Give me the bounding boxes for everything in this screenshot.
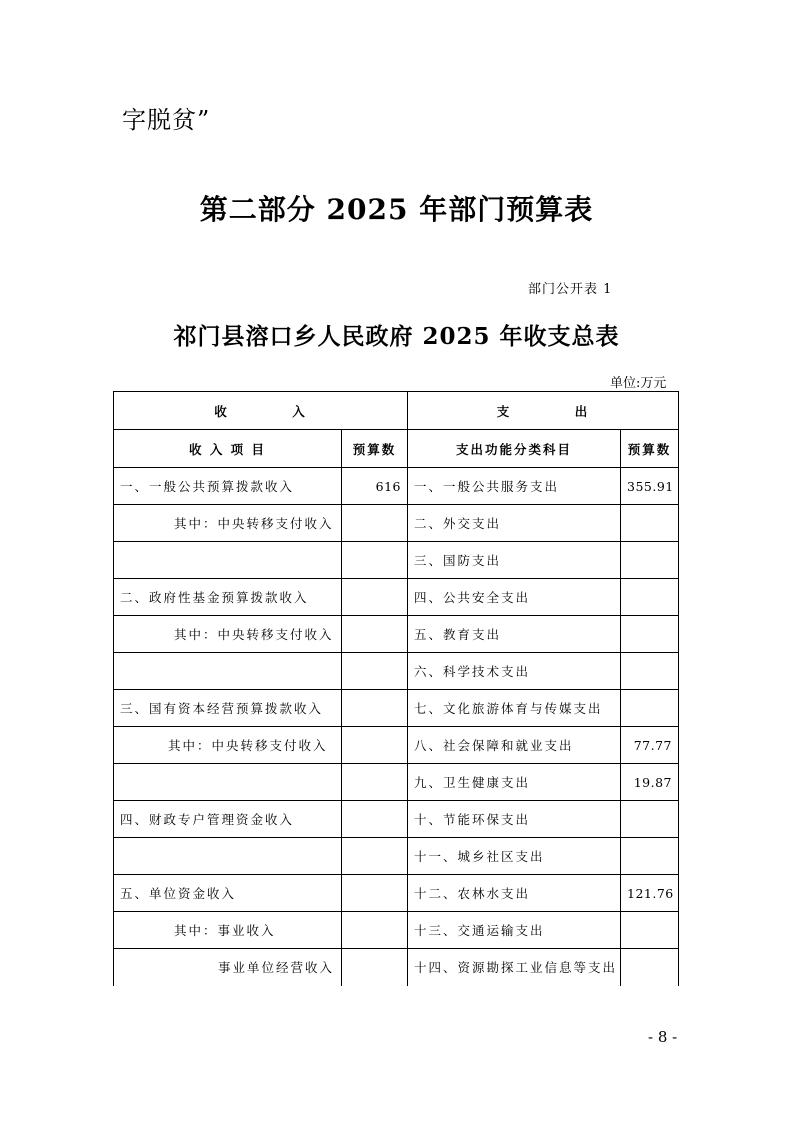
income-item: 四、财政专户管理资金收入: [114, 801, 342, 838]
table-title: 祁门县溶口乡人民政府 2025 年收支总表: [173, 323, 620, 350]
expense-item: 十一、城乡社区支出: [408, 838, 621, 875]
income-item: 其中：中央转移支付收入: [114, 505, 342, 542]
expense-group-header: 支 出: [408, 392, 679, 430]
table-header-group-row: [114, 392, 679, 430]
table-row: [114, 912, 679, 949]
expense-amount: [621, 838, 679, 875]
income-amount: [342, 764, 408, 801]
income-amount: [342, 875, 408, 912]
expense-item: 九、卫生健康支出: [408, 764, 621, 801]
expense-item: 五、教育支出: [408, 616, 621, 653]
expense-item: 八、社会保障和就业支出: [408, 727, 621, 764]
income-amount: [342, 727, 408, 764]
table-row: [114, 468, 679, 505]
income-amount: [342, 838, 408, 875]
income-amount: [342, 579, 408, 616]
table-row: [114, 727, 679, 764]
expense-item: 四、公共安全支出: [408, 579, 621, 616]
income-item: [114, 764, 342, 801]
page-number: - 8 -: [648, 1028, 678, 1046]
table-row: [114, 764, 679, 801]
expense-item: 三、国防支出: [408, 542, 621, 579]
expense-amount: [621, 690, 679, 727]
expense-amount: 19.87: [621, 764, 679, 801]
income-item: [114, 653, 342, 690]
expense-item: 七、文化旅游体育与传媒支出: [408, 690, 621, 727]
income-item: 二、政府性基金预算拨款收入: [114, 579, 342, 616]
income-amount: [342, 690, 408, 727]
budget-table: [113, 391, 679, 986]
income-item: 其中：中央转移支付收入: [114, 616, 342, 653]
expense-amount: [621, 542, 679, 579]
expense-item: 十三、交通运输支出: [408, 912, 621, 949]
expense-amount: [621, 949, 679, 986]
carry-over-text: 字脱贫”: [122, 106, 211, 134]
expense-amount: [621, 579, 679, 616]
expense-amount: 355.91: [621, 468, 679, 505]
income-amount: [342, 653, 408, 690]
table-row: [114, 949, 679, 986]
income-item: 五、单位资金收入: [114, 875, 342, 912]
income-item: [114, 838, 342, 875]
income-amount: [342, 542, 408, 579]
income-amount: [342, 949, 408, 986]
table-row: [114, 875, 679, 912]
expense-amount: [621, 505, 679, 542]
income-amount: 616: [342, 468, 408, 505]
income-item: 一、一般公共预算拨款收入: [114, 468, 342, 505]
table-row: [114, 505, 679, 542]
expense-amount: 121.76: [621, 875, 679, 912]
income-item: [114, 542, 342, 579]
income-amount-header: 预算数: [342, 430, 408, 468]
expense-amount-header: 预算数: [621, 430, 679, 468]
expense-item: 十四、资源勘探工业信息等支出: [408, 949, 621, 986]
expense-item: 十二、农林水支出: [408, 875, 621, 912]
income-item: 三、国有资本经营预算拨款收入: [114, 690, 342, 727]
part-title: 第二部分 2025 年部门预算表: [199, 193, 594, 226]
table-row: [114, 579, 679, 616]
expense-item: 一、一般公共服务支出: [408, 468, 621, 505]
table-header-row: [114, 430, 679, 468]
expense-item: 十、节能环保支出: [408, 801, 621, 838]
table-row: [114, 542, 679, 579]
income-item: 其中：事业收入: [114, 912, 342, 949]
table-number: 部门公开表 1: [528, 282, 613, 297]
table-row: [114, 838, 679, 875]
expense-amount: 77.77: [621, 727, 679, 764]
income-group-header: 收 入: [114, 392, 408, 430]
table-row: [114, 801, 679, 838]
unit-note: 单位:万元: [610, 376, 667, 391]
expense-amount: [621, 616, 679, 653]
income-amount: [342, 505, 408, 542]
table-row: [114, 616, 679, 653]
income-amount: [342, 616, 408, 653]
table-row: [114, 690, 679, 727]
income-item-header: 收 入 项 目: [114, 430, 342, 468]
income-amount: [342, 912, 408, 949]
expense-item: 二、外交支出: [408, 505, 621, 542]
expense-amount: [621, 912, 679, 949]
income-item: 其中：中央转移支付收入: [114, 727, 342, 764]
income-amount: [342, 801, 408, 838]
expense-amount: [621, 653, 679, 690]
expense-item: 六、科学技术支出: [408, 653, 621, 690]
expense-amount: [621, 801, 679, 838]
income-item: 事业单位经营收入: [114, 949, 342, 986]
table-row: [114, 653, 679, 690]
expense-item-header: 支出功能分类科目: [408, 430, 621, 468]
